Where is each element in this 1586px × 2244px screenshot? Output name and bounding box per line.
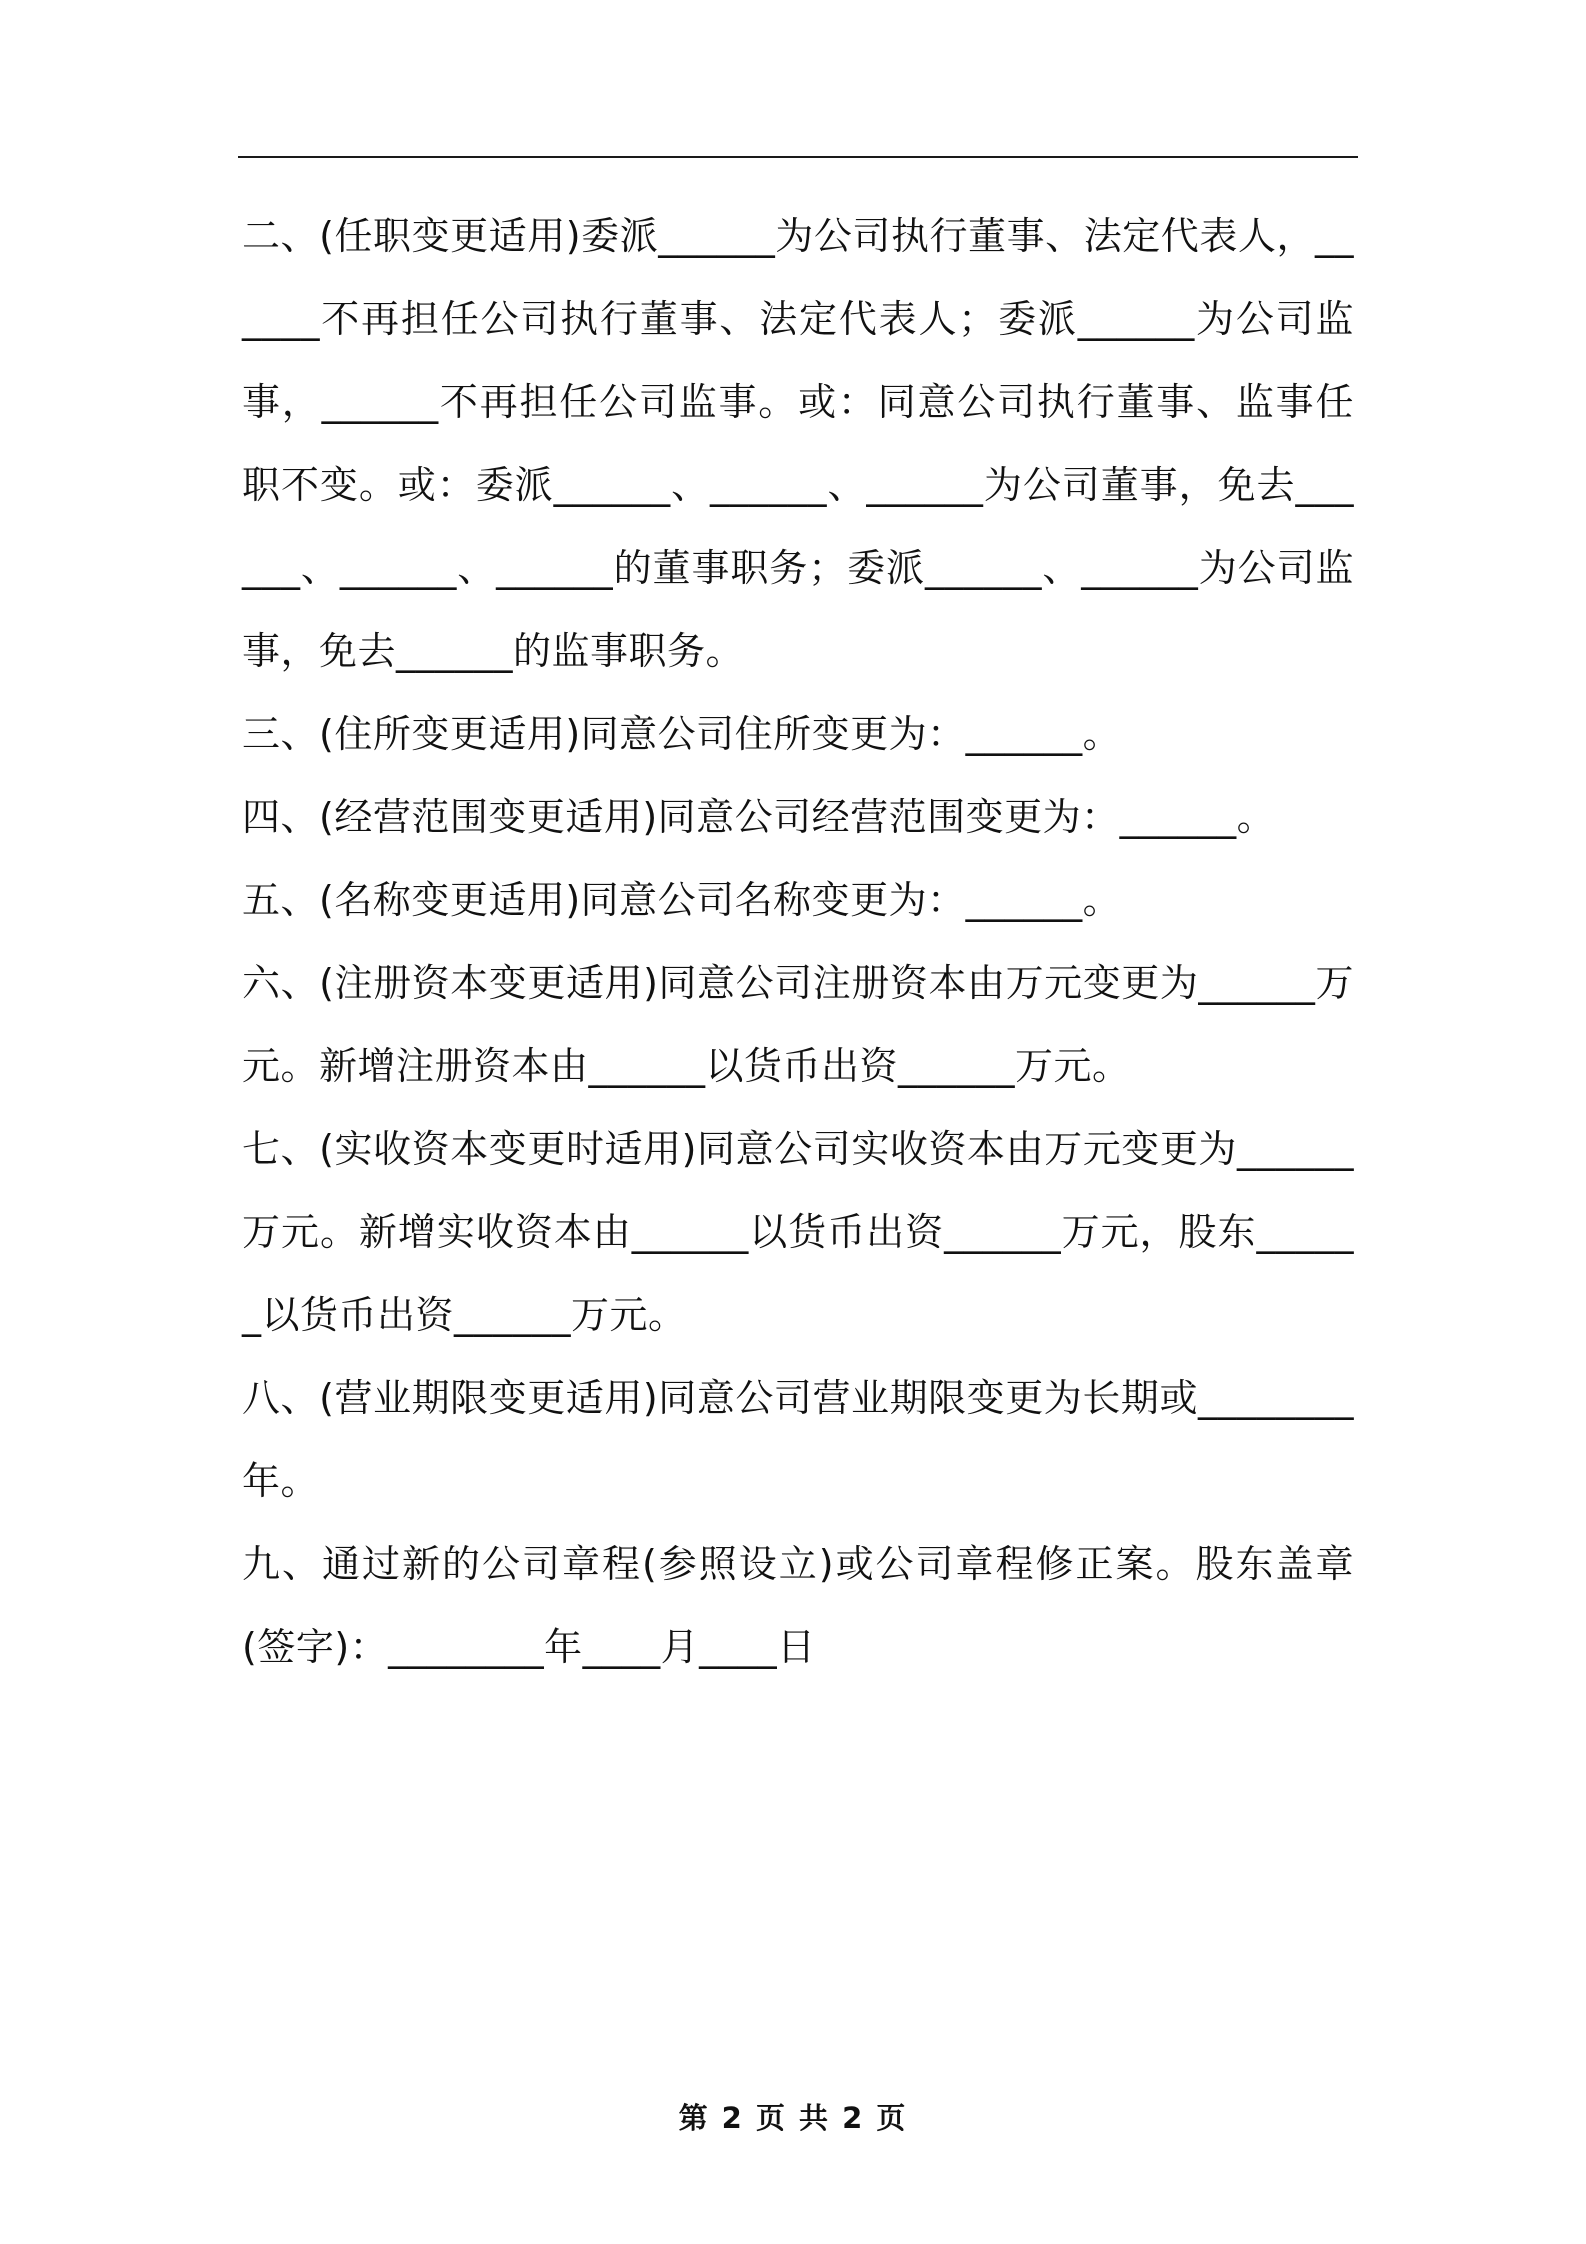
paragraph-2-appointment: 二、(任职变更适用)委派______为公司执行董事、法定代表人，______不再担任公司执行董事、法定代表人；委派______为公司监事，______不再担任公司监事。或：同意公司执行董事、监事任职不变。或：委派______、______、______为公司董事，免去______、______、______的董事职务；委派______、______为公司监事，免去______的监事职务。	[242, 214, 1354, 673]
paragraph-5-name: 五、(名称变更适用)同意公司名称变更为：______。	[242, 878, 1122, 922]
header-divider	[238, 156, 1358, 158]
page-number: 第 2 页 共 2 页	[678, 2101, 908, 2135]
paragraph-4-business-scope: 四、(经营范围变更适用)同意公司经营范围变更为：______。	[242, 795, 1276, 839]
paragraph-8-business-term: 八、(营业期限变更适用)同意公司营业期限变更为长期或________年。	[242, 1376, 1354, 1503]
document-body	[242, 195, 1354, 1689]
paragraph-6-registered-capital: 六、(注册资本变更适用)同意公司注册资本由万元变更为______万元。新增注册资本由______以货币出资______万元。	[242, 961, 1354, 1088]
paragraph-3-address: 三、(住所变更适用)同意公司住所变更为：______。	[242, 712, 1122, 756]
paragraph-9-articles-signature: 九、通过新的公司章程(参照设立)或公司章程修正案。股东盖章(签字)：________年____月____日	[242, 1542, 1354, 1669]
paragraph-7-paid-in-capital: 七、(实收资本变更时适用)同意公司实收资本由万元变更为______万元。新增实收资本由______以货币出资______万元，股东______以货币出资______万元。	[242, 1127, 1354, 1337]
